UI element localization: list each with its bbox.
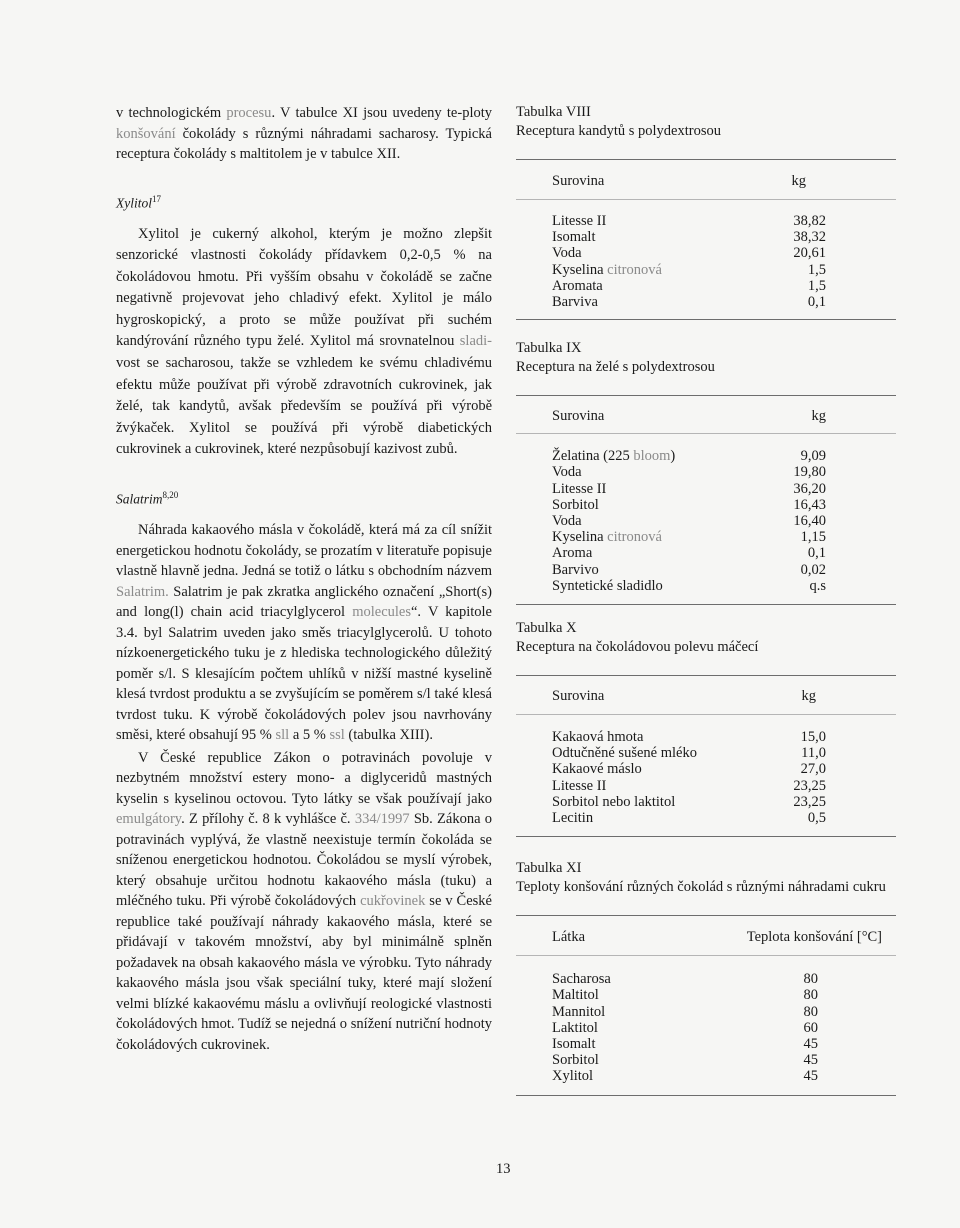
table-row: Sorbitol nebo laktitol 23,25 — [552, 793, 826, 810]
salatrim-paragraph: Náhrada kakaového másla v čokoládě, která má za cíl snížit energetickou hodnotu čokolády, se prozatím v literatuře popisuje vlastně hlavně jedna. Jedná se totiž o látku s obchodním názvem Salatrim. Salatrim je pak zkratka anglického označení „Short(s) and long(l) chain acid triacylglycerol molecules“. V kapitole 3.4. byl Salatrim uveden jako směs triacylglycerolů. U tohoto nízkoenergetického tuku je z hlediska technologického důležitý poměr s/l. S klesajícím počtem uhlíků v nižší mastné kyselině klesá tvrdost produktu a se zvyšujícím se poměrem s/l také klesá tvrdost tuku. K výrobě čokoládových polev jsou navrhovány směsi, které obsahují 95 % sll a 5 % ssl (tabulka XIII). — [116, 522, 492, 744]
table-title: Receptura kandytů s polydextrosou — [516, 123, 721, 139]
xylitol-heading: Xylitol$^{17}$ — [116, 193, 161, 210]
table-title: Receptura na čokoládovou polevu máčecí — [516, 639, 759, 656]
table-header: Surovina kg — [552, 688, 816, 705]
table-body — [516, 213, 896, 310]
table-row: Sacharosa 80 — [552, 971, 818, 988]
table-row: Kakaová hmota 15,0 — [552, 729, 826, 746]
table-row: Isomalt 38,32 — [552, 229, 826, 246]
table-rule — [516, 159, 896, 160]
legislation-paragraph: V České republice Zákon o potravinách povoluje v nezbytném množství estery mono- a diglyceridů mastných kyselin s kyselinou octovou. Tyto látky se však používají jako emulgátory. Z přílohy č. 8 k vyhlášce č. 334/1997 Sb. Zákona o potravinách vyplývá, že vlastně neexistuje termín čokoláda se sníženou energetickou hodnotou. Čokoládou se myslí výrobek, který obsahuje určitou hodnotu kakaového másla (tuku) a mléčného tuku. Při výrobě čokoládových cukřovinek se v České republice také používají náhrady kakaového másla, které se přidávají v takovém množství, aby byl minimálně splněn požadavek na obsah kakaového másla ve výrobku. Tyto náhrady kakaového másla jsou však speciální tuky, které mají složení velmi blízké kakaovému máslu a ovlivňují reologické vlastnosti čokoládových hmot. Tudíž se nejedná o snížení nutriční hodnoty čokoládových cukrovinek. — [116, 749, 493, 1053]
table-row: Voda 20,61 — [552, 245, 826, 262]
table-label: Tabulka IX — [516, 340, 582, 357]
table-body — [516, 448, 896, 594]
table-rule — [516, 604, 896, 605]
table-row: Odtučněné sušené mléko 11,0 — [552, 745, 826, 762]
table-row: Laktitol 60 — [552, 1019, 818, 1036]
table-ix — [516, 339, 896, 605]
table-row: Aroma 0,1 — [552, 545, 826, 562]
table-row: Voda 19,80 — [552, 464, 826, 481]
right-column — [516, 103, 896, 1096]
table-rule — [516, 675, 896, 676]
table-rule — [516, 319, 896, 320]
table-row: Kakaové máslo 27,0 — [552, 761, 826, 778]
table-row: Litesse II 23,25 — [552, 777, 826, 794]
table-rule — [516, 199, 896, 200]
table-row: Barvivo 0,02 — [552, 561, 826, 578]
table-header: Surovina kg — [552, 408, 826, 425]
table-row: Sorbitol 16,43 — [552, 496, 826, 513]
table-row: Sorbitol 45 — [552, 1052, 818, 1069]
table-title: Receptura na želé s polydextrosou — [516, 359, 715, 376]
table-rule — [516, 836, 896, 837]
table-title: Teploty konšování různých čokolád s různými náhradami cukru — [516, 879, 886, 896]
table-rule — [516, 915, 896, 916]
table-row: Želatina (225 bloom) 9,09 — [552, 448, 826, 465]
table-row: Syntetické sladidlo q.s — [552, 577, 826, 594]
table-row: Maltitol 80 — [552, 987, 818, 1004]
xylitol-paragraph: Xylitol je cukerný alkohol, kterým je možno zlepšit senzorické vlastnosti čokolády přídavkem 0,2-0,5 % na čokoládovou hmotu. Při vyšším obsahu v čokoládě se začne negativně projevovat jeho chladivý efekt. Xylitol je málo hygroskopický, a proto se může používat při suchém kandýrování různého typu želé. Xylitol má srovnatelnou sladi-vost se sacharosou, takže se vzhledem ke svému chladivému efektu může používat při výrobě zdravotních cukrovinek, jak želé, tak kandytů, avšak především se používá při výrobě žvýkaček. Xylitol se používá při výrobě diabetických cukrovinek a cukrovinek, které nezpůsobují kazivost zubů. — [116, 225, 492, 458]
intro-paragraph: v technologickém procesu. V tabulce XI jsou uvedeny te-ploty konšování čokolády s různými náhradami sacharosy. Typická receptura čokolády s maltitolem je v tabulce XII. — [116, 105, 493, 162]
table-row: Voda 16,40 — [552, 513, 826, 530]
table-row: Litesse II 38,82 — [552, 213, 826, 229]
table-rule — [516, 395, 896, 396]
table-row: Isomalt 45 — [552, 1036, 818, 1053]
page-number: 13 — [496, 1161, 511, 1177]
table-row: Litesse II 36,20 — [552, 480, 826, 497]
table-row: Barviva 0,1 — [552, 294, 826, 311]
table-rule — [516, 1095, 896, 1096]
table-rule — [516, 433, 896, 434]
table-row: Kyselina citronová 1,15 — [552, 529, 826, 546]
table-row: Aromata 1,5 — [552, 277, 826, 294]
table-label: Tabulka XI — [516, 860, 582, 877]
table-row: Kyselina citronová 1,5 — [552, 261, 826, 278]
table-row: Lecitin 0,5 — [552, 810, 826, 827]
table-rule — [516, 955, 896, 956]
table-rule — [516, 714, 896, 715]
table-body — [516, 729, 896, 826]
table-header: Látka Teplota konšování [°C] — [552, 929, 882, 946]
table-label: Tabulka VIII — [516, 104, 591, 120]
table-viii — [516, 103, 896, 320]
table-label: Tabulka X — [516, 620, 577, 637]
salatrim-heading: Salatrim$^{8,20}$ — [116, 490, 179, 507]
table-header: Surovina kg — [552, 173, 806, 189]
table-row: Mannitol 80 — [552, 1003, 818, 1020]
table-row: Xylitol 45 — [552, 1068, 818, 1085]
left-column — [116, 103, 492, 1055]
table-xi — [516, 859, 896, 1095]
table-body — [516, 971, 896, 1084]
table-x — [516, 619, 896, 837]
